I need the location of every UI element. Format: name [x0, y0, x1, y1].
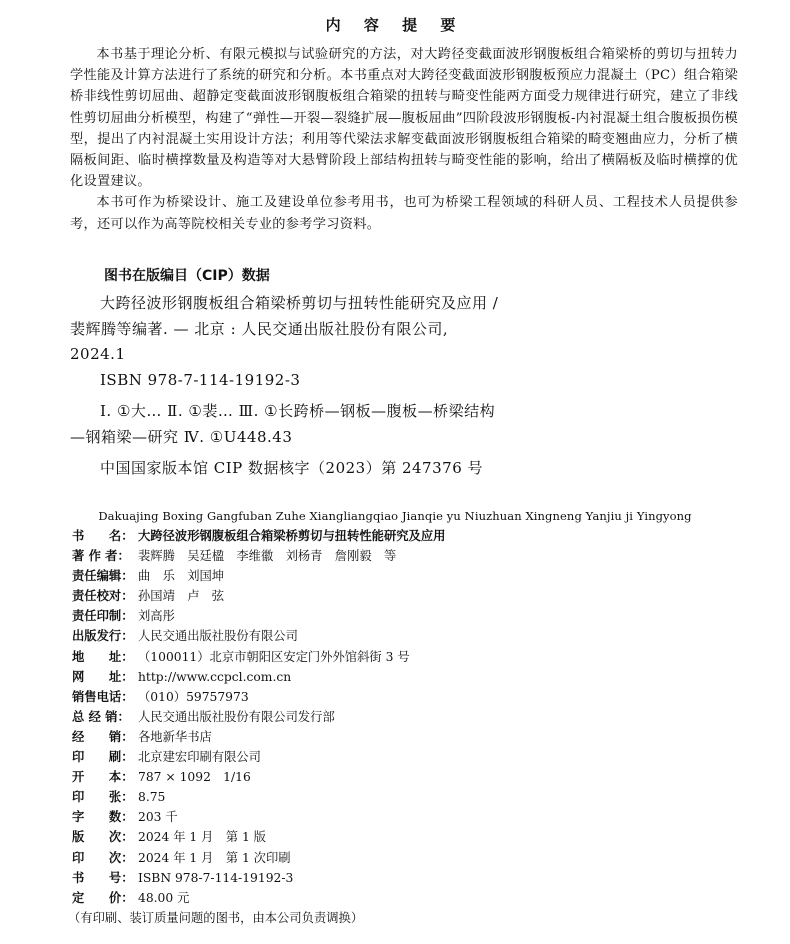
detail-row: [72, 868, 772, 888]
publication-details: [68, 526, 772, 928]
detail-label: 著 作 者：: [72, 549, 130, 564]
detail-label: 书 号：: [72, 870, 134, 885]
detail-value: 8.75: [138, 790, 166, 805]
detail-label: 地 址：: [72, 649, 134, 664]
detail-label: 总 经 销：: [72, 709, 130, 724]
detail-value: 787 × 1092 1/16: [138, 770, 251, 785]
detail-value: ISBN 978-7-114-19192-3: [138, 870, 294, 885]
detail-row: [72, 647, 772, 667]
detail-label: 责任校对：: [72, 589, 134, 604]
detail-row: [72, 667, 772, 687]
page-title: 内 容 提 要: [325, 16, 465, 34]
cip-library-record: 中国国家版本馆 CIP 数据核字（2023）第 247376 号: [100, 459, 484, 477]
detail-value: 孙国靖 卢 弦: [138, 589, 225, 604]
detail-row: [72, 767, 772, 787]
detail-label: 责任印制：: [72, 609, 134, 624]
detail-row: [72, 687, 772, 707]
cip-entry: 大跨径波形钢腹板组合箱梁桥剪切与扭转性能研究及应用 / 裴辉腾等编著. — 北京 : 人民交通出版社股份有限公司, 2024.1: [70, 294, 499, 363]
abstract-paragraph: 本书基于理论分析、有限元模拟与试验研究的方法，对大跨径变截面波形钢腹板组合箱梁桥的剪切与扭转力学性能及计算方法进行了系统的研究和分析。本书重点对大跨径变截面波形钢腹板预应力混凝土（PC）组合箱梁桥非线性剪切屈曲、超静定变截面波形钢腹板组合箱梁的扭转与畸变性能两方面受力规律进行研究，建立了非线性剪切屈曲分析模型，构建了“弹性—开裂—裂缝扩展—腹板屈曲”四阶段波形钢腹板-内衬混凝土组合腹板损伤模型，提出了内衬混凝土实用设计方法；利用等代梁法求解变截面波形钢腹板组合箱梁的畸变翘曲应力，分析了横隔板间距、临时横撑数量及构造等对大悬臂阶段上部结构扭转与畸变性能的影响，给出了横隔板及临时横撑的优化设置建议。: [70, 47, 738, 190]
detail-row: [72, 707, 772, 727]
detail-row: [72, 626, 772, 646]
detail-value: http://www.ccpcl.com.cn: [138, 669, 292, 684]
detail-row: [72, 827, 772, 847]
detail-label: 印 刷：: [72, 750, 134, 765]
detail-label: 责任编辑：: [72, 569, 134, 584]
detail-label: 印 张：: [72, 790, 134, 805]
pinyin-title: Dakuajing Boxing Gangfuban Zuhe Xiangliangqiao Jianqie yu Niuzhuan Xingneng Yanjiu ji Yingyong: [98, 509, 692, 523]
cip-isbn: ISBN 978-7-114-19192-3: [100, 370, 301, 389]
detail-row: [72, 848, 772, 868]
detail-value: 曲 乐 刘国坤: [138, 569, 225, 584]
detail-value: 人民交通出版社股份有限公司发行部: [138, 709, 335, 724]
detail-row: [72, 586, 772, 606]
detail-row: [72, 526, 772, 546]
detail-label: 出版发行：: [72, 629, 134, 644]
abstract-section: [70, 44, 738, 235]
detail-row: [72, 727, 772, 747]
detail-value: 各地新华书店: [138, 729, 212, 744]
detail-row: [72, 747, 772, 767]
cip-record: [70, 291, 500, 482]
detail-value: 2024 年 1 月 第 1 次印刷: [138, 850, 291, 865]
detail-value: 大跨径波形钢腹板组合箱梁桥剪切与扭转性能研究及应用: [138, 529, 446, 543]
detail-label: 网 址：: [72, 669, 134, 684]
cip-heading: 图书在版编目（CIP）数据: [104, 268, 270, 284]
detail-label: 销售电话：: [72, 689, 134, 704]
detail-label: 书 名：: [72, 529, 134, 543]
detail-value: （100011）北京市朝阳区安定门外外馆斜街 3 号: [138, 649, 410, 664]
detail-row: [72, 807, 772, 827]
detail-label: 印 次：: [72, 850, 134, 865]
detail-value: 2024 年 1 月 第 1 版: [138, 830, 266, 845]
detail-row: [72, 566, 772, 586]
detail-value: 人民交通出版社股份有限公司: [138, 629, 298, 644]
detail-row: [72, 546, 772, 566]
quality-note: （有印刷、装订质量问题的图书，由本公司负责调换）: [68, 910, 364, 925]
detail-value: 刘高彤: [138, 609, 175, 624]
detail-row: [72, 787, 772, 807]
detail-value: （010）59757973: [138, 689, 249, 704]
detail-value: 48.00 元: [138, 890, 190, 905]
detail-label: 经 销：: [72, 729, 134, 744]
detail-value: 裴辉腾 吴廷楹 李维徽 刘杨青 詹刚毅 等: [138, 549, 397, 564]
detail-label: 版 次：: [72, 830, 134, 845]
detail-row: [72, 888, 772, 908]
detail-label: 字 数：: [72, 810, 134, 825]
cip-classification: Ⅰ. ①大… Ⅱ. ①裴… Ⅲ. ①长跨桥—钢板—腹板—桥梁结构—钢箱梁—研究 Ⅳ. ①U448.43: [70, 402, 496, 446]
abstract-paragraph: 本书可作为桥梁设计、施工及建设单位参考用书，也可为桥梁工程领域的科研人员、工程技术人员提供参考，还可以作为高等院校相关专业的参考学习资料。: [70, 195, 738, 232]
detail-row: [72, 606, 772, 626]
detail-value: 203 千: [138, 810, 178, 825]
detail-label: 开 本：: [72, 770, 134, 785]
detail-label: 定 价：: [72, 890, 134, 905]
detail-value: 北京建宏印刷有限公司: [138, 750, 261, 765]
